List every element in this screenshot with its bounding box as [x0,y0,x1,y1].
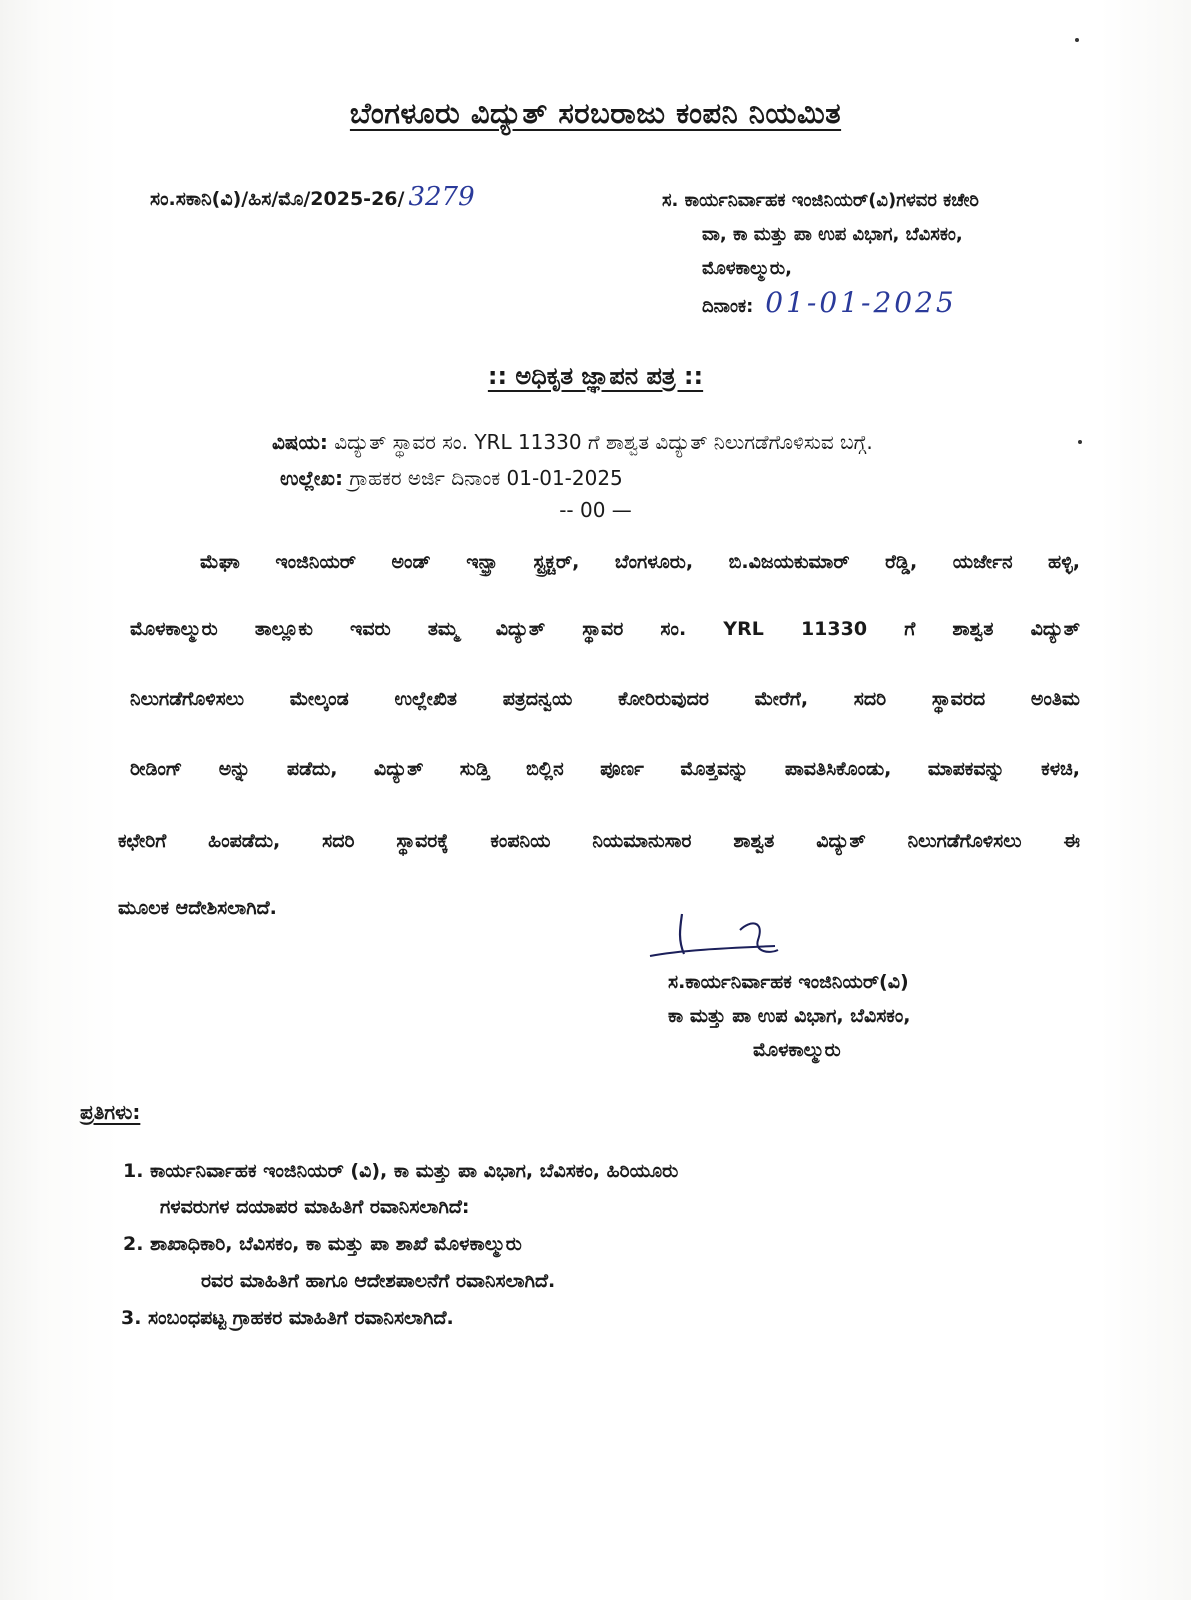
subject-label: ವಿಷಯ: [272,430,328,454]
copy-item-2: 2. ಶಾಖಾಧಿಕಾರಿ, ಬೆವಿಸಕಂ, ಕಾ ಮತ್ತು ಪಾ ಶಾಖೆ ಮೊಳಕಾಲ್ಮುರು [123,1233,522,1255]
section-divider: -- 00 — [559,498,632,522]
handwritten-date: 01-01-2025 [765,286,957,319]
office-address-block [662,184,979,324]
reference-number: ಸಂ.ಸಕಾನಿ(ವಿ)/ಹಿಸ/ಮೊ/2025-26/ 3279 [150,182,475,212]
subject-line [272,430,873,454]
scan-speck [1075,38,1079,42]
body-line-4: ರೀಡಿಂಗ್ ಅನ್ನು ಪಡೆದು, ವಿದ್ಯುತ್ ಸುಡ್ತಿ ಬಿಲ್ಲಿನ ಪೂರ್ಣ ಮೊತ್ತವನ್ನು ಪಾವತಿಸಿಕೊಂಡು, ಮಾಪಕವನ್ನು ಕಳಚಿ, [130,758,1080,780]
organization-title: ಬೆಂಗಳೂರು ವಿದ್ಯುತ್ ಸರಬರಾಜು ಕಂಪನಿ ನಿಯಮಿತ [349,96,842,130]
reference-text: ಗ್ರಾಹಕರ ಅರ್ಜಿ ದಿನಾಂಕ 01-01-2025 [349,466,623,490]
handwritten-reference-number: 3279 [408,182,475,212]
copies-heading: ಪ್ರತಿಗಳು: [80,1100,141,1124]
body-line-1: ಮೆಘಾ ಇಂಜಿನಿಯರ್ ಅಂಡ್ ಇನ್ಫ್ರಾ ಸ್ಟ್ರಕ್ಚರ್, ಬೆಂಗಳೂರು, ಬಿ.ವಿಜಯಕುಮಾರ್ ರೆಡ್ಡಿ, ಯರ್ಜೇನ ಹಳ್ಳಿ, [200,551,1080,573]
office-line-1: ಸ. ಕಾರ್ಯನಿರ್ವಾಹಕ ಇಂಜಿನಿಯರ್(ವಿ)ಗಳವರ ಕಚೇರಿ [662,190,979,211]
signatory-block [668,965,911,1067]
signatory-location: ಮೊಳಕಾಲ್ಮುರು [753,1039,841,1061]
signatory-division: ಕಾ ಮತ್ತು ಪಾ ಉಪ ವಿಭಾಗ, ಬೆವಿಸಕಂ, [668,1005,911,1027]
office-line-3: ಮೊಳಕಾಲ್ಮುರು, [702,258,792,279]
reference-line [280,466,623,490]
office-line-2: ವಾ, ಕಾ ಮತ್ತು ಪಾ ಉಪ ವಿಭಾಗ, ಬೆವಿಸಕಂ, [702,224,963,245]
scan-speck [1078,440,1082,444]
body-line-2: ಮೊಳಕಾಲ್ಮುರು ತಾಲ್ಲೂಕು ಇವರು ತಮ್ಮ ವಿದ್ಯುತ್ ಸ್ಥಾವರ ಸಂ. YRL 11330 ಗೆ ಶಾಶ್ವತ ವಿದ್ಯುತ್ [130,618,1080,640]
date-label: ದಿನಾಂಕ: [702,296,754,317]
body-line-3: ನಿಲುಗಡೆಗೊಳಿಸಲು ಮೇಲ್ಕಂಡ ಉಲ್ಲೇಖಿತ ಪತ್ರದನ್ವಯ ಕೋರಿರುವುದರ ಮೇರೆಗೆ, ಸದರಿ ಸ್ಥಾವರದ ಅಂತಿಮ [130,688,1080,710]
body-line-5: ಕಛೇರಿಗೆ ಹಿಂಪಡೆದು, ಸದರಿ ಸ್ಥಾವರಕ್ಕೆ ಕಂಪನಿಯ ನಿಯಮಾನುಸಾರ ಶಾಶ್ವತ ವಿದ್ಯುತ್ ನಿಲುಗಡೆಗೊಳಿಸಲು ಈ [118,830,1080,852]
subject-text: ವಿದ್ಯುತ್ ಸ್ಥಾವರ ಸಂ. YRL 11330 ಗೆ ಶಾಶ್ವತ ವಿದ್ಯುತ್ ನಿಲುಗಡೆಗೊಳಿಸುವ ಬಗ್ಗೆ. [334,430,873,454]
signatory-title: ಸ.ಕಾರ್ಯನಿರ್ವಾಹಕ ಇಂಜಿನಿಯರ್(ವಿ) [668,971,909,993]
reference-label: ಉಲ್ಲೇಖ: [280,466,343,490]
date-line [662,286,979,324]
copy-item-1: 1. ಕಾರ್ಯನಿರ್ವಾಹಕ ಇಂಜಿನಿಯರ್ (ವಿ), ಕಾ ಮತ್ತು ಪಾ ವಿಭಾಗ, ಬೆವಿಸಕಂ, ಹಿರಿಯೂರು [123,1160,679,1182]
copy-item-3: 3. ಸಂಬಂಧಪಟ್ಟ ಗ್ರಾಹಕರ ಮಾಹಿತಿಗೆ ರವಾನಿಸಲಾಗಿದೆ. [121,1307,454,1329]
memo-title: :: ಅಧಿಕೃತ ಜ್ಞಾಪನ ಪತ್ರ :: [487,362,704,390]
body-line-6: ಮೂಲಕ ಆದೇಶಿಸಲಾಗಿದೆ. [118,897,277,919]
copy-item-2-continued: ರವರ ಮಾಹಿತಿಗೆ ಹಾಗೂ ಆದೇಶಪಾಲನೆಗೆ ರವಾನಿಸಲಾಗಿದೆ. [201,1270,556,1292]
copy-item-1-continued: ಗಳವರುಗಳ ದಯಾಪರ ಮಾಹಿತಿಗೆ ರವಾನಿಸಲಾಗಿದೆ: [160,1196,470,1218]
